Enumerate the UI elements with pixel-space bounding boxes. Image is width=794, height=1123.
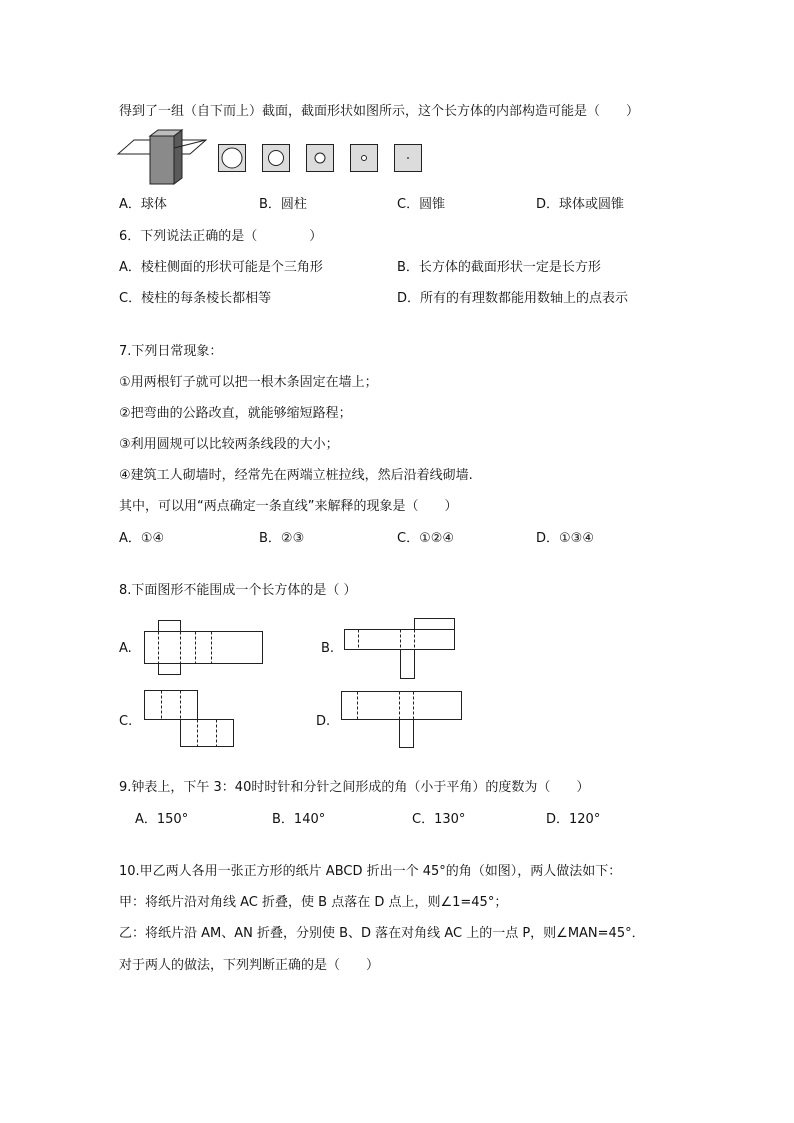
q10-method-yi: 乙：将纸片沿 AM、AN 折叠，分别使 B、D 落在对角线 AC 上的一点 P，则∠MAN=45°． (119, 926, 645, 941)
q8-net-a (144, 620, 264, 676)
q7-option-c: C．①②④ (397, 531, 455, 546)
q6-option-c: C．棱柱的每条棱长都相等 (119, 291, 272, 306)
q5-stem: 得到了一组（自下而上）截面，截面形状如图所示，这个长方体的内部构造可能是（ ） (119, 104, 640, 119)
q5-section-4 (350, 144, 378, 172)
q6-option-b: B．长方体的截面形状一定是长方形 (397, 260, 601, 275)
q5-option-b: B．圆柱 (259, 197, 307, 212)
q8-net-b (344, 618, 456, 680)
q5-option-a: A．球体 (119, 197, 167, 212)
q6-option-d: D．所有的有理数都能用数轴上的点表示 (397, 291, 629, 306)
q8-label-c: C. (119, 714, 133, 729)
q5-option-d: D．球体或圆锥 (536, 197, 625, 212)
q9-option-d: D．120° (546, 812, 601, 827)
q7-item-4: ④建筑工人砌墙时，经常先在两端立桩拉线，然后沿着线砌墙. (119, 468, 473, 483)
q7-question: 其中，可以用“两点确定一条直线”来解释的现象是（ ） (119, 499, 458, 514)
q8-label-b: B. (321, 641, 335, 656)
q10-question: 对于两人的做法，下列判断正确的是（ ） (119, 958, 380, 973)
q5-section-5 (394, 144, 422, 172)
q10-stem: 10.甲乙两人各用一张正方形的纸片 ABCD 折出一个 45°的角（如图），两人做法如下： (119, 864, 622, 879)
q9-option-b: B．140° (272, 812, 326, 827)
q8-stem: 8.下面图形不能围成一个长方体的是（ ） (119, 583, 357, 598)
q7-option-d: D．①③④ (536, 531, 594, 546)
q7-item-2: ②把弯曲的公路改直，就能够缩短路程； (119, 406, 352, 421)
q9-option-a: A．150° (135, 812, 189, 827)
q8-net-c (144, 690, 236, 748)
q10-method-jia: 甲：将纸片沿对角线 AC 折叠，使 B 点落在 D 点上，则∠1=45°； (119, 895, 508, 910)
q8-label-a: A. (119, 641, 132, 656)
q5-section-2 (262, 144, 290, 172)
q7-stem: 7.下列日常现象： (119, 344, 223, 359)
q7-option-a: A．①④ (119, 531, 165, 546)
q7-item-1: ①用两根钉子就可以把一根木条固定在墙上； (119, 375, 378, 390)
q9-option-c: C．130° (412, 812, 466, 827)
q5-cuboid-figure (120, 130, 204, 186)
q8-label-d: D. (316, 714, 331, 729)
q6-option-a: A．棱柱侧面的形状可能是个三角形 (119, 260, 323, 275)
q7-option-b: B．②③ (259, 531, 305, 546)
q7-item-3: ③利用圆规可以比较两条线段的大小； (119, 437, 339, 452)
q5-section-3 (306, 144, 334, 172)
q6-stem: 6．下列说法正确的是（ ） (119, 229, 323, 244)
q5-section-1 (218, 144, 246, 172)
q9-stem: 9.钟表上，下午 3：40时时针和分针之间形成的角（小于平角）的度数为（ ） (119, 780, 590, 795)
q5-option-c: C．圆锥 (397, 197, 446, 212)
q8-net-d (341, 691, 463, 749)
